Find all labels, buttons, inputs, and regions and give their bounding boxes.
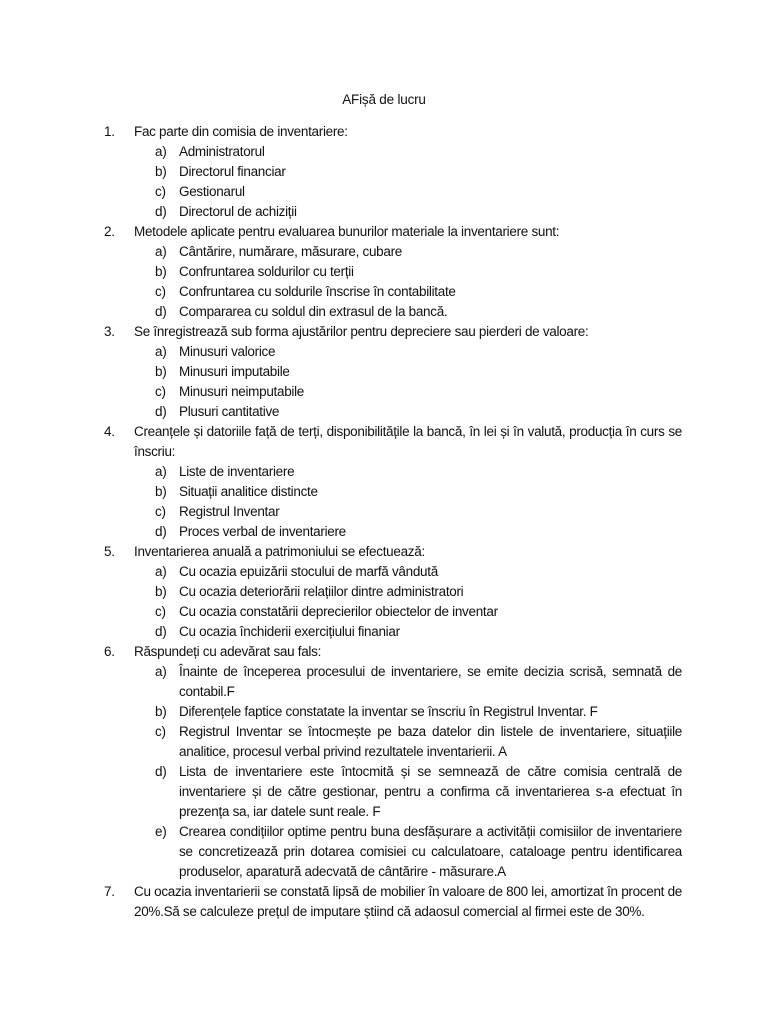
answer-option xyxy=(104,622,682,642)
answer-option xyxy=(104,162,682,182)
option-letter: d) xyxy=(155,304,167,319)
answer-option xyxy=(104,722,682,762)
option-text: Minusuri imputabile xyxy=(179,364,290,379)
option-letter: d) xyxy=(155,204,167,219)
answer-option xyxy=(104,402,682,422)
option-letter: d) xyxy=(155,624,167,639)
option-text: Compararea cu soldul din extrasul de la bancă. xyxy=(179,304,448,319)
question-number: 1. xyxy=(104,124,115,139)
answer-option xyxy=(104,142,682,162)
option-letter: a) xyxy=(155,664,167,679)
option-text: Minusuri neimputabile xyxy=(179,384,305,399)
option-letter: e) xyxy=(155,824,167,839)
question-text: Fac parte din comisia de inventariere: xyxy=(134,124,348,139)
option-letter: a) xyxy=(155,344,167,359)
answer-option xyxy=(104,462,682,482)
option-letter: b) xyxy=(155,484,167,499)
question-item xyxy=(104,642,682,662)
option-text: Situații analitice distincte xyxy=(179,484,318,499)
option-letter: a) xyxy=(155,564,167,579)
answer-option xyxy=(104,662,682,702)
option-letter: c) xyxy=(155,184,166,199)
option-text: Gestionarul xyxy=(179,184,245,199)
answer-option xyxy=(104,762,682,822)
answer-option xyxy=(104,242,682,262)
option-text: Lista de inventariere este întocmită și se semnează de către comisia centrală de inventariere și de către gestionar, pentru a confirma că inventarierea s-a efectuat în prezența sa, iar datele sunt reale. F xyxy=(179,764,682,819)
answer-option xyxy=(104,582,682,602)
option-text: Înainte de începerea procesului de inventariere, se emite decizia scrisă, semnată de contabil.F xyxy=(179,664,682,699)
answer-option xyxy=(104,502,682,522)
question-text: Se înregistrează sub forma ajustărilor pentru depreciere sau pierderi de valoare: xyxy=(134,324,589,339)
option-text: Plusuri cantitative xyxy=(179,404,280,419)
answer-option xyxy=(104,182,682,202)
answer-option xyxy=(104,562,682,582)
answer-option xyxy=(104,342,682,362)
question-item xyxy=(104,222,682,242)
option-text: Cu ocazia deteriorării relațiilor dintre administratori xyxy=(179,584,464,599)
answer-option xyxy=(104,702,682,722)
answer-option xyxy=(104,362,682,382)
answer-option xyxy=(104,822,682,882)
question-text: Cu ocazia inventarierii se constată lipsă de mobilier în valoare de 800 lei, amortizat în procent de 20%.Să se calculeze prețul de imputare știind că adaosul comercial al firmei este de 30%. xyxy=(134,884,682,919)
option-letter: c) xyxy=(155,604,166,619)
option-text: Administratorul xyxy=(179,144,265,159)
question-item xyxy=(104,542,682,562)
question-number: 6. xyxy=(104,644,115,659)
question-text: Creanțele și datoriile față de terți, disponibilitățile la bancă, în lei și în valută, producția în curs se înscriu: xyxy=(134,424,682,459)
option-text: Diferențele faptice constatate la inventar se înscriu în Registrul Inventar. F xyxy=(179,704,598,719)
answer-option xyxy=(104,602,682,622)
question-item xyxy=(104,882,682,922)
option-letter: b) xyxy=(155,264,167,279)
option-letter: c) xyxy=(155,724,166,739)
question-number: 5. xyxy=(104,544,115,559)
option-text: Directorul de achiziții xyxy=(179,204,297,219)
option-letter: c) xyxy=(155,384,166,399)
option-text: Crearea condițiilor optime pentru buna desfășurare a activității comisiilor de inventariere se concretizează prin dotarea comisiei cu calculatoare, cataloage pentru identificarea produselor, aparatură adecvată de cântărire - măsurare.A xyxy=(179,824,682,879)
question-number: 2. xyxy=(104,224,115,239)
option-text: Liste de inventariere xyxy=(179,464,295,479)
option-text: Cântărire, numărare, măsurare, cubare xyxy=(179,244,403,259)
option-letter: c) xyxy=(155,284,166,299)
question-text: Inventarierea anuală a patrimoniului se efectuează: xyxy=(134,544,425,559)
question-item xyxy=(104,422,682,462)
option-text: Directorul financiar xyxy=(179,164,286,179)
question-number: 3. xyxy=(104,324,115,339)
page-title: AFișă de lucru xyxy=(342,92,426,107)
option-text: Cu ocazia constatării deprecierilor obiectelor de inventar xyxy=(179,604,498,619)
answer-option xyxy=(104,202,682,222)
question-item xyxy=(104,122,682,142)
option-letter: d) xyxy=(155,404,167,419)
option-letter: a) xyxy=(155,144,167,159)
option-letter: b) xyxy=(155,364,167,379)
answer-option xyxy=(104,282,682,302)
option-text: Registrul Inventar se întocmește pe baza datelor din listele de inventariere, situațiile analitice, procesul verbal privind rezultatele inventarierii. A xyxy=(179,724,682,759)
question-item xyxy=(104,322,682,342)
option-letter: a) xyxy=(155,464,167,479)
question-list xyxy=(104,122,682,922)
answer-option xyxy=(104,522,682,542)
option-letter: d) xyxy=(155,524,167,539)
answer-option xyxy=(104,262,682,282)
answer-option xyxy=(104,382,682,402)
option-letter: b) xyxy=(155,584,167,599)
option-letter: b) xyxy=(155,704,167,719)
question-number: 4. xyxy=(104,424,115,439)
option-text: Minusuri valorice xyxy=(179,344,276,359)
option-text: Cu ocazia închiderii exercițiului finaniar xyxy=(179,624,400,639)
option-letter: a) xyxy=(155,244,167,259)
option-text: Confruntarea soldurilor cu terții xyxy=(179,264,354,279)
answer-option xyxy=(104,482,682,502)
option-text: Registrul Inventar xyxy=(179,504,280,519)
option-text: Proces verbal de inventariere xyxy=(179,524,346,539)
option-text: Cu ocazia epuizării stocului de marfă vândută xyxy=(179,564,438,579)
question-text: Metodele aplicate pentru evaluarea bunurilor materiale la inventariere sunt: xyxy=(134,224,560,239)
option-letter: c) xyxy=(155,504,166,519)
option-text: Confruntarea cu soldurile înscrise în contabilitate xyxy=(179,284,456,299)
option-letter: d) xyxy=(155,764,167,779)
question-number: 7. xyxy=(104,884,115,899)
question-text: Răspundeți cu adevărat sau fals: xyxy=(134,644,322,659)
option-letter: b) xyxy=(155,164,167,179)
answer-option xyxy=(104,302,682,322)
